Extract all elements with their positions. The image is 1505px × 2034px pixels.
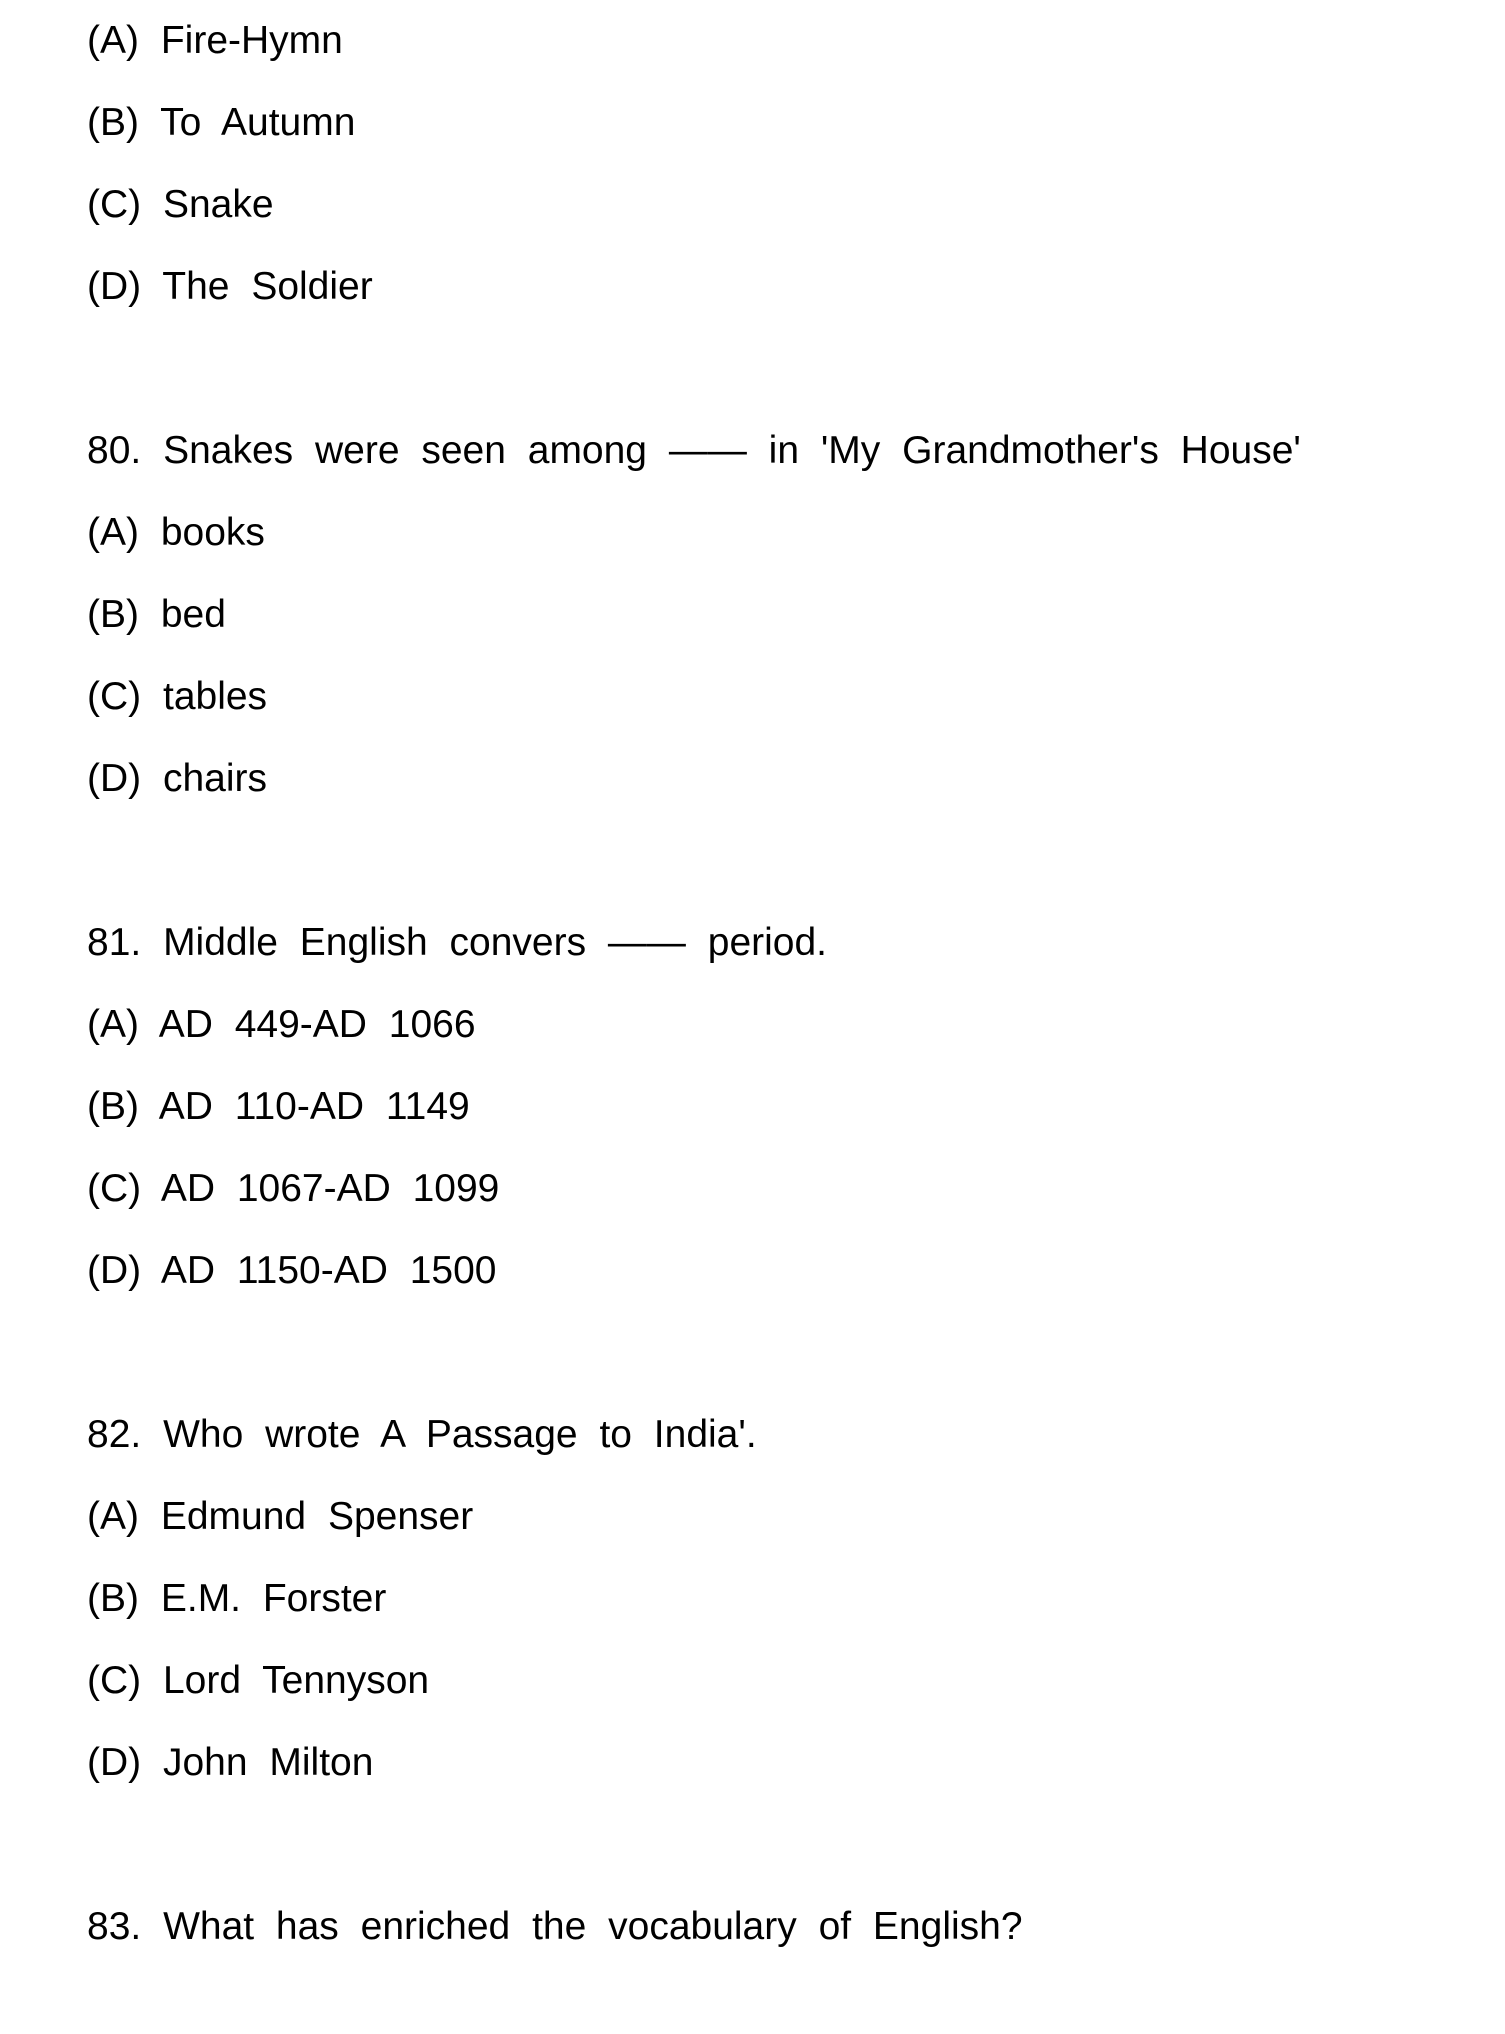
option-a <box>87 0 1467 82</box>
option-d <box>87 738 1467 820</box>
question-number: 80. <box>87 429 142 472</box>
option-text: To Autumn <box>160 101 356 144</box>
option-c <box>87 656 1467 738</box>
option-d <box>87 1230 1467 1312</box>
option-text: AD 449-AD 1066 <box>158 1003 476 1046</box>
option-label: (B) <box>87 101 139 144</box>
option-text: Lord Tennyson <box>162 1659 430 1702</box>
option-label: (D) <box>87 1741 142 1784</box>
block-spacer <box>87 1312 1467 1394</box>
question-stem <box>87 1394 1467 1476</box>
option-a <box>87 1476 1467 1558</box>
question-80 <box>87 410 1467 820</box>
question-text: Middle English convers —— period. <box>163 921 828 964</box>
question-81 <box>87 902 1467 1312</box>
block-spacer <box>87 328 1467 410</box>
block-spacer <box>87 820 1467 902</box>
option-label: (B) <box>87 1577 139 1620</box>
option-b <box>87 574 1467 656</box>
option-label: (A) <box>87 1495 139 1538</box>
option-text: AD 1067-AD 1099 <box>160 1167 500 1210</box>
option-text: books <box>160 511 265 554</box>
option-b <box>87 1558 1467 1640</box>
option-label: (B) <box>87 593 139 636</box>
option-label: (D) <box>87 757 142 800</box>
option-text: bed <box>160 593 226 636</box>
option-text: John Milton <box>162 1741 374 1784</box>
question-number: 83. <box>87 1905 142 1948</box>
question-number: 81. <box>87 921 142 964</box>
question-text: What has enriched the vocabulary of English? <box>163 1905 1023 1948</box>
option-label: (C) <box>87 183 142 226</box>
option-text: E.M. Forster <box>160 1577 387 1620</box>
question-number: 82. <box>87 1413 142 1456</box>
option-c <box>87 164 1467 246</box>
option-label: (A) <box>87 511 139 554</box>
option-text: chairs <box>162 757 268 800</box>
option-d <box>87 1722 1467 1804</box>
question-83 <box>87 1886 1467 1968</box>
option-b <box>87 82 1467 164</box>
question-text: Snakes were seen among —— in 'My Grandmother's House' <box>163 429 1301 472</box>
option-text: Edmund Spenser <box>160 1495 474 1538</box>
option-label: (C) <box>87 1167 142 1210</box>
option-text: tables <box>162 675 268 718</box>
question-82 <box>87 1394 1467 1804</box>
option-a <box>87 984 1467 1066</box>
option-label: (D) <box>87 1249 142 1292</box>
option-d <box>87 246 1467 328</box>
question-stem <box>87 1886 1467 1968</box>
option-text: The Soldier <box>162 265 373 308</box>
option-text: AD 1150-AD 1500 <box>160 1249 497 1292</box>
option-c <box>87 1640 1467 1722</box>
option-a <box>87 492 1467 574</box>
option-label: (D) <box>87 265 142 308</box>
option-b <box>87 1066 1467 1148</box>
block-spacer <box>87 1804 1467 1886</box>
option-label: (B) <box>87 1085 139 1128</box>
option-label: (A) <box>87 19 139 62</box>
option-text: Fire-Hymn <box>160 19 343 62</box>
option-text: AD 110-AD 1149 <box>158 1085 470 1128</box>
option-label: (A) <box>87 1003 139 1046</box>
question-stem <box>87 902 1467 984</box>
option-label: (C) <box>87 675 142 718</box>
exam-page <box>87 0 1467 1968</box>
option-label: (C) <box>87 1659 142 1702</box>
previous-question-options <box>87 0 1467 328</box>
question-stem <box>87 410 1467 492</box>
question-text: Who wrote A Passage to India'. <box>163 1413 757 1456</box>
option-c <box>87 1148 1467 1230</box>
option-text: Snake <box>162 183 274 226</box>
